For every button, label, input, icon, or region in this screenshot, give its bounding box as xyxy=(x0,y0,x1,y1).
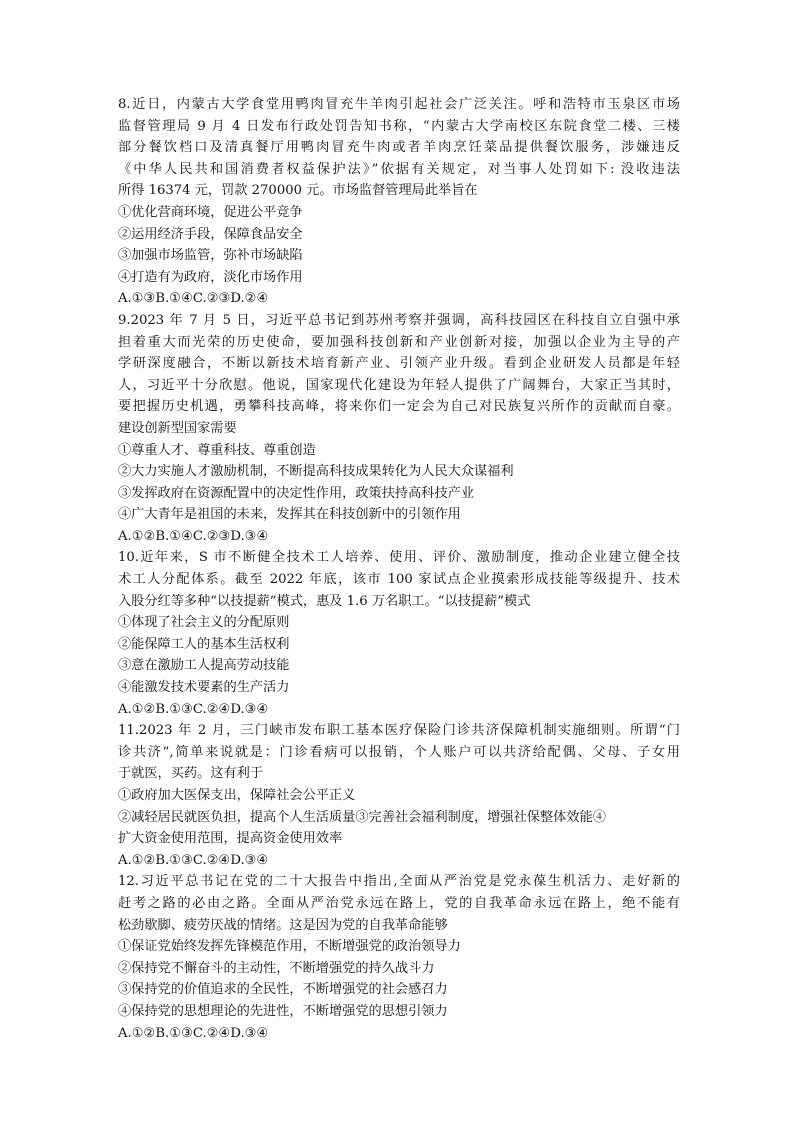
question-9 xyxy=(118,310,680,548)
question-10-option-4: ④能激发技术要素的生产活力 xyxy=(118,680,290,696)
question-8-stem-line: 8.近日，内蒙古大学食堂用鸭肉冒充牛羊肉引起社会广泛关注。呼和浩特市玉泉区市场 xyxy=(118,97,680,112)
question-12-stem-line: 松劲歇脚、疲劳厌战的情绪。这是因为党的自我革命能够 xyxy=(118,917,448,933)
question-8-option-2: ②运用经济手段，保障食品安全 xyxy=(118,226,303,242)
question-9-stem-line: 人，习近平十分欣慰。他说，国家现代化建设为年轻人提供了广阔舞台，大家正当其时， xyxy=(118,377,680,393)
question-8-answer-choices: A.①③B.①④C.②③D.②④ xyxy=(118,291,269,307)
question-12-option-1: ①保证党始终发挥先锋模范作用，不断增强党的政治领导力 xyxy=(118,939,461,955)
question-8-stem-line: 《中华人民共和国消费者权益保护法》”依据有关规定，对当事人处罚如下: 没收违法 xyxy=(118,161,680,177)
question-12-stem-line: 12.习近平总书记在党的二十大报告中指出,全面从严治党是党永葆生机活力、走好新的 xyxy=(118,874,680,890)
question-9-option-2: ②大力实施人才激励机制，不断提高科技成果转化为人民大众谋福利 xyxy=(118,464,514,480)
question-10-stem-line: 10.近年来，S 市不断健全技术工人培养、使用、评价、激励制度，推动企业建立健全技 xyxy=(118,550,680,566)
question-10-option-2: ②能保障工人的基本生活权利 xyxy=(118,636,290,652)
question-9-stem-line: 建设创新型国家需要 xyxy=(118,420,237,436)
question-11-stem-line: 于就医，买药。这有利于 xyxy=(118,766,264,782)
question-9-option-3: ③发挥政府在资源配置中的决定性作用，政策扶持高科技产业 xyxy=(118,485,475,501)
question-12-option-2: ②保持党不懈奋斗的主动性，不断增强党的持久战斗力 xyxy=(118,960,435,976)
question-12-option-4: ④保持党的思想理论的先进性，不断增强党的思想引领力 xyxy=(118,1003,448,1019)
question-12 xyxy=(118,871,680,1044)
question-10-option-1: ①体现了社会主义的分配原则 xyxy=(118,615,290,631)
question-8 xyxy=(118,94,680,310)
question-9-option-4: ④广大青年是祖国的未来，发挥其在科技创新中的引领作用 xyxy=(118,507,461,523)
question-11-option-1: ①政府加大医保支出，保障社会公平正义 xyxy=(118,788,356,803)
question-10-answer-choices: A.①②B.①③C.②④D.③④ xyxy=(118,701,269,717)
question-8-option-1: ①优化营商环境，促进公平竞争 xyxy=(118,204,303,220)
question-8-option-4: ④打造有为政府，淡化市场作用 xyxy=(118,269,303,285)
question-8-stem-line: 部分餐饮档口及清真餐厅用鸭肉冒充牛肉或者羊肉烹饪菜品提供餐饮服务，涉嫌违反 xyxy=(118,140,680,156)
question-11-stem-line: 诊共济”,简单来说就是：门诊看病可以报销，个人账户可以共济给配偶、父母、子女用 xyxy=(118,744,680,760)
question-8-stem-line: 监督管理局 9 月 4 日发布行政处罚告知书称，“内蒙古大学南校区东院食堂二楼、三楼 xyxy=(118,118,680,134)
question-12-stem-line: 赶考之路的必由之路。全面从严治党永远在路上，党的自我革命永远在路上，绝不能有 xyxy=(118,895,680,911)
question-9-answer-choices: A.①②B.①④C.②③D.③④ xyxy=(118,528,269,544)
question-10-stem-line: 术工人分配体系。截至 2022 年底，该市 100 家试点企业摸索形成技能等级提升、技术 xyxy=(118,572,680,588)
question-11-answer-choices: A.①②B.①③C.②④D.③④ xyxy=(118,852,269,868)
question-9-stem-line: 9.2023 年 7 月 5 日，习近平总书记到苏州考察并强调，高科技园区在科技自立自强中承 xyxy=(118,312,680,328)
question-8-option-3: ③加强市场监管，弥补市场缺陷 xyxy=(118,248,303,264)
question-11-option-3: 扩大资金使用范围，提高资金使用效率 xyxy=(118,831,343,847)
exam-page xyxy=(118,94,680,1044)
question-11 xyxy=(118,720,680,871)
question-10-option-3: ③意在激励工人提高劳动技能 xyxy=(118,658,290,674)
question-12-option-3: ③保持党的价值追求的全民性，不断增强党的社会感召力 xyxy=(118,982,448,998)
question-9-option-1: ①尊重人才、尊重科技、尊重创造 xyxy=(118,442,316,458)
question-8-stem-line: 所得 16374 元，罚款 270000 元。市场监督管理局此举旨在 xyxy=(118,183,478,199)
question-12-answer-choices: A.①②B.①③C.②④D.③④ xyxy=(118,1025,269,1041)
question-11-stem-line: 11.2023 年 2 月，三门峡市发布职工基本医疗保险门诊共济保障机制实施细则。所谓“门 xyxy=(118,723,680,739)
question-11-option-2: ②减轻居民就医负担，提高个人生活质量③完善社会福利制度，增强社保整体效能④ xyxy=(118,809,606,825)
question-10-stem-line: 入股分红等多种“以技提薪”模式，惠及 1.6 万名职工。“以技提薪”模式 xyxy=(118,593,531,609)
question-9-stem-line: 要把握历史机遇，勇攀科技高峰，将来你们一定会为自己对民族复兴所作的贡献而自豪。 xyxy=(118,399,680,415)
question-10 xyxy=(118,547,680,720)
question-9-stem-line: 学研深度融合，不断以新技术培育新产业、引领产业升级。看到企业研发人员都是年轻 xyxy=(118,356,680,372)
question-9-stem-line: 担着重大而光荣的历史使命，要加强科技创新和产业创新对接，加强以企业为主导的产 xyxy=(118,334,680,350)
